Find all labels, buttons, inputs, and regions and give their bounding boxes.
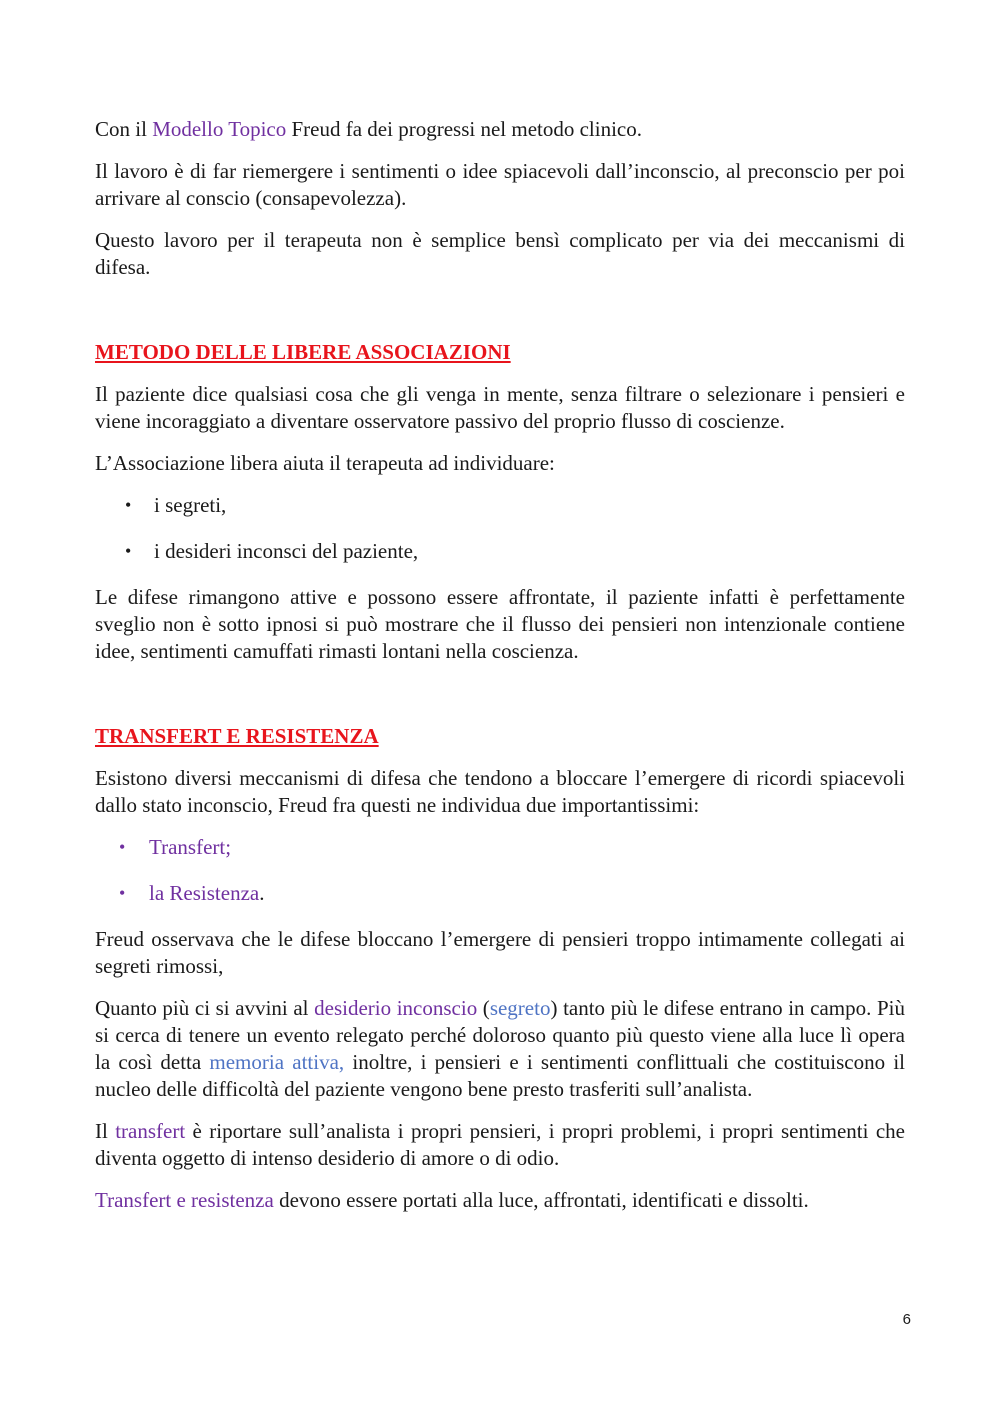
section-spacer: [95, 680, 905, 723]
highlight-segreto: segreto: [489, 996, 551, 1020]
section1-paragraph-3: Le difese rimangono attive e possono essere affrontate, il paziente infatti è perfettamente sveglio non è sotto ipnosi si può mostrare che il flusso dei pensieri non intenzionale contiene idee, sentimenti camuffati rimasti lontani nella coscienza.: [95, 585, 905, 663]
highlight-memoria-attiva: memoria attiva,: [209, 1050, 345, 1074]
intro-paragraph-2: Il lavoro è di far riemergere i sentimenti o idee spiacevoli dall’inconscio, al preconscio per poi arrivare al conscio (consapevolezza).: [95, 159, 905, 210]
list-item: • i desideri inconsci del paziente,: [125, 539, 419, 563]
highlight-desiderio-inconscio: desiderio inconscio: [314, 996, 478, 1020]
highlight-transfert: transfert: [115, 1119, 186, 1143]
intro-paragraph-1: Con il Modello Topico Freud fa dei progressi nel metodo clinico.: [95, 117, 642, 141]
section-heading-transfert-resistenza: TRANSFERT E RESISTENZA: [95, 724, 379, 748]
section2-paragraph-4: Il transfert è riportare sull’analista i propri pensieri, i propri problemi, i propri sentimenti che diventa oggetto di intenso desiderio di amore o di odio.: [95, 1119, 905, 1170]
page-number: 6: [902, 1311, 911, 1328]
section-spacer: [95, 296, 905, 339]
list-item: • Transfert;: [119, 835, 232, 859]
section2-paragraph-2: Freud osservava che le difese bloccano l’emergere di pensieri troppo intimamente collegati ai segreti rimossi,: [95, 927, 905, 978]
intro-paragraph-3: Questo lavoro per il terapeuta non è semplice bensì complicato per via dei meccanismi di difesa.: [95, 228, 905, 279]
section2-paragraph-1: Esistono diversi meccanismi di difesa che tendono a bloccare l’emergere di ricordi spiacevoli dallo stato inconscio, Freud fra questi ne individua due importantissimi:: [95, 766, 905, 817]
bullet-icon: •: [125, 541, 132, 561]
section1-paragraph-1: Il paziente dice qualsiasi cosa che gli venga in mente, senza filtrare o selezionare i pensieri e viene incoraggiato a diventare osservatore passivo del proprio flusso di coscienze.: [95, 382, 905, 433]
bullet-icon: •: [119, 883, 126, 903]
section1-bullet-list: [95, 492, 905, 565]
section-heading-libere-associazioni: METODO DELLE LIBERE ASSOCIAZIONI: [95, 340, 511, 364]
section2-paragraph-3: Quanto più ci si avvini al desiderio inconscio (segreto) tanto più le difese entrano in campo. Più si cerca di tenere un evento relegato perché doloroso quanto più questo viene alla luce lì opera la così detta memoria attiva, inoltre, i pensieri e i sentimenti conflittuali che costituiscono il nucleo delle difficoltà del paziente vengono bene presto trasferiti sull’analista.: [95, 996, 905, 1101]
list-item: • i segreti,: [125, 493, 227, 517]
document-page: [95, 116, 905, 1229]
list-item: • la Resistenza.: [119, 881, 265, 905]
section1-paragraph-2: L’Associazione libera aiuta il terapeuta ad individuare:: [95, 451, 555, 475]
highlight-modello-topico: Modello Topico: [152, 117, 287, 141]
section2-bullet-list: [95, 834, 905, 907]
highlight-transfert-e-resistenza: Transfert e resistenza: [95, 1188, 274, 1212]
section2-paragraph-5: Transfert e resistenza devono essere portati alla luce, affrontati, identificati e dissolti.: [95, 1188, 809, 1212]
bullet-icon: •: [125, 495, 132, 515]
bullet-icon: •: [119, 837, 126, 857]
